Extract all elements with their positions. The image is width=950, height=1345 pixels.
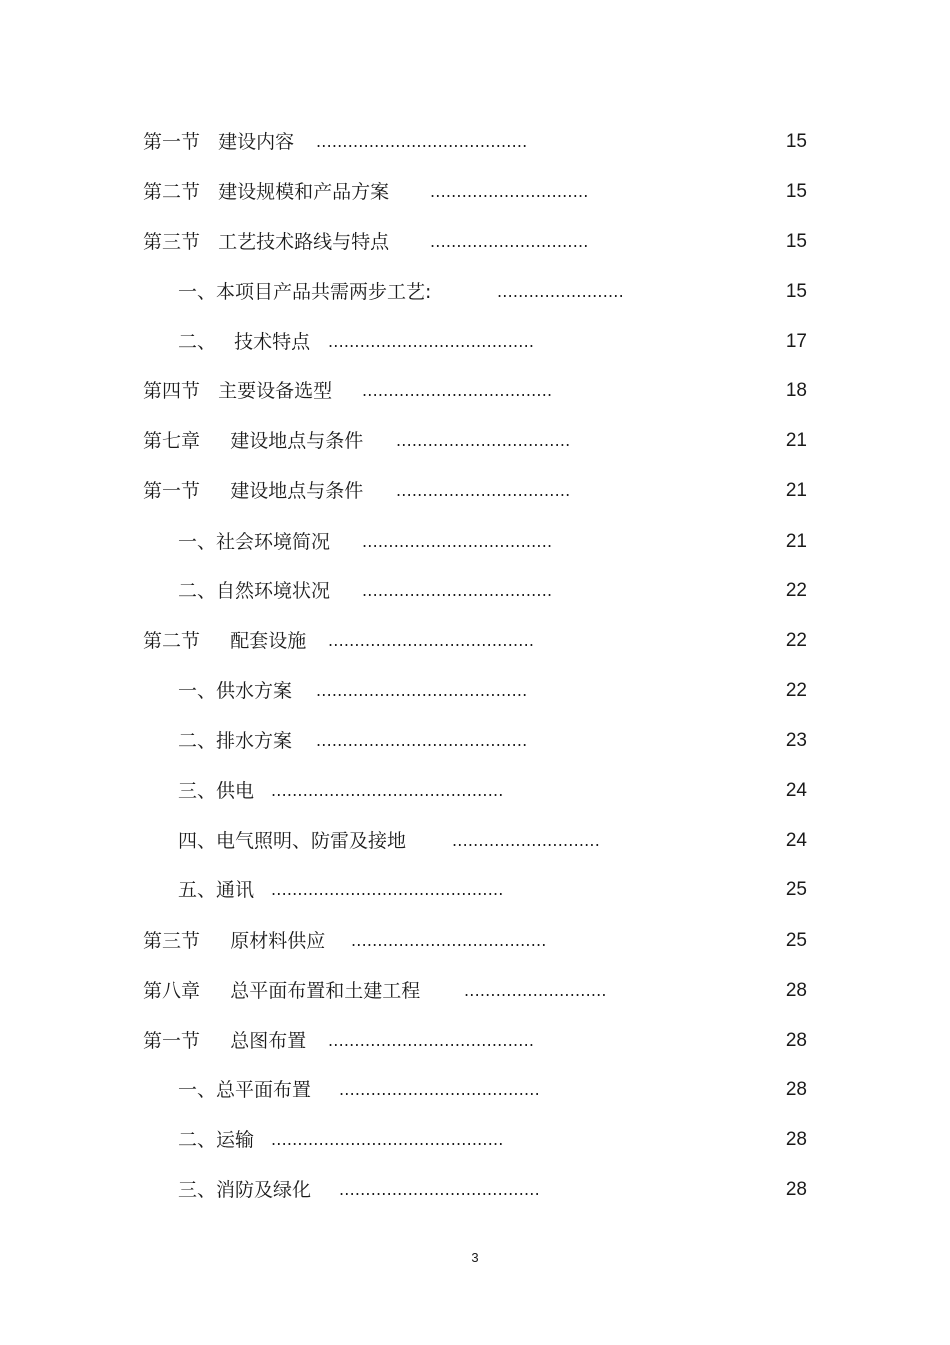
toc-entry-label: 一、供水方案 [178, 680, 293, 702]
toc-entry[interactable] [0, 626, 950, 656]
toc-page-number: 24 [785, 830, 807, 851]
toc-leader-dots: .............................. [430, 232, 589, 251]
toc-entry[interactable] [0, 826, 950, 856]
toc-page-number: 25 [785, 930, 807, 951]
toc-leader-dots: ........................................ [316, 731, 528, 750]
toc-entry-label: 第三节 原材料供应 [143, 930, 326, 952]
toc-entry-label: 三、消防及绿化 [178, 1179, 312, 1201]
toc-entry[interactable] [0, 127, 950, 157]
toc-page-number: 22 [785, 680, 807, 701]
toc-leader-dots: ........................................ [316, 681, 528, 700]
toc-entry-label: 二、 技术特点 [178, 331, 311, 353]
toc-entry[interactable] [0, 726, 950, 756]
toc-leader-dots: ........................... [464, 981, 607, 1000]
toc-leader-dots: ............................................ [271, 1130, 504, 1149]
toc-leader-dots: ....................................... [328, 332, 535, 351]
toc-entry[interactable] [0, 776, 950, 806]
toc-page-number: 18 [785, 380, 807, 401]
toc-leader-dots: .................................... [362, 532, 553, 551]
toc-entry[interactable] [0, 976, 950, 1006]
toc-entry-label: 第一节 建设地点与条件 [143, 480, 364, 502]
toc-page-number: 21 [785, 430, 807, 451]
toc-entry-label: 一、本项目产品共需两步工艺: [178, 281, 432, 303]
toc-leader-dots: .................................... [362, 381, 553, 400]
toc-entry[interactable] [0, 376, 950, 406]
toc-leader-dots: .............................. [430, 182, 589, 201]
toc-entry-label: 二、自然环境状况 [178, 580, 331, 602]
toc-page-number: 15 [785, 281, 807, 302]
toc-entry[interactable] [0, 576, 950, 606]
toc-page-number: 15 [785, 181, 807, 202]
toc-entry-label: 第四节 主要设备选型 [143, 380, 333, 402]
toc-entry[interactable] [0, 1026, 950, 1056]
toc-page-number: 24 [785, 780, 807, 801]
toc-page-number: 22 [785, 630, 807, 651]
toc-entry[interactable] [0, 875, 950, 905]
toc-leader-dots: ....................................... [328, 1031, 535, 1050]
toc-entry-label: 第三节 工艺技术路线与特点 [143, 231, 390, 253]
toc-entry[interactable] [0, 527, 950, 557]
toc-entry-label: 五、通讯 [178, 879, 255, 901]
toc-entry[interactable] [0, 926, 950, 956]
toc-page-number: 22 [785, 580, 807, 601]
toc-page-number: 15 [785, 131, 807, 152]
toc-leader-dots: ...................................... [339, 1080, 540, 1099]
toc-entry[interactable] [0, 177, 950, 207]
toc-entry-label: 三、供电 [178, 780, 255, 802]
toc-entry[interactable] [0, 426, 950, 456]
toc-page-number: 28 [785, 1179, 807, 1200]
toc-page-number: 28 [785, 1030, 807, 1051]
toc-entry[interactable] [0, 676, 950, 706]
toc-leader-dots: ................................. [396, 431, 571, 450]
toc-entry-label: 二、运输 [178, 1129, 255, 1151]
toc-leader-dots: .................................... [362, 581, 553, 600]
toc-entry[interactable] [0, 327, 950, 357]
toc-entry[interactable] [0, 476, 950, 506]
toc-page-number: 21 [785, 480, 807, 501]
toc-page-number: 28 [785, 1079, 807, 1100]
toc-entry-label: 第二节 配套设施 [143, 630, 307, 652]
toc-entry-label: 一、总平面布置 [178, 1079, 312, 1101]
toc-entry-label: 第七章 建设地点与条件 [143, 430, 364, 452]
toc-entry-label: 四、电气照明、防雷及接地 [178, 830, 407, 852]
toc-entry-label: 第一节 总图布置 [143, 1030, 307, 1052]
toc-entry[interactable] [0, 227, 950, 257]
toc-entry[interactable] [0, 1125, 950, 1155]
toc-page-number: 21 [785, 531, 807, 552]
toc-leader-dots: ....................................... [328, 631, 535, 650]
toc-page-number: 15 [785, 231, 807, 252]
toc-page-number: 23 [785, 730, 807, 751]
toc-page-number: 28 [785, 1129, 807, 1150]
toc-entry[interactable] [0, 1175, 950, 1205]
toc-entry-label: 二、排水方案 [178, 730, 293, 752]
toc-leader-dots: ............................................ [271, 880, 504, 899]
toc-page-number: 17 [785, 331, 807, 352]
toc-leader-dots: ..................................... [351, 931, 547, 950]
toc-leader-dots: ............................................ [271, 781, 504, 800]
toc-leader-dots: ............................ [452, 831, 601, 850]
toc-entry[interactable] [0, 277, 950, 307]
toc-leader-dots: ........................ [497, 282, 624, 301]
toc-entry-label: 第一节 建设内容 [143, 131, 295, 153]
toc-page-number: 25 [785, 879, 807, 900]
toc-page-number: 28 [785, 980, 807, 1001]
toc-entry[interactable] [0, 1075, 950, 1105]
page-number-footer: 3 [471, 1250, 479, 1265]
toc-entry-label: 第二节 建设规模和产品方案 [143, 181, 390, 203]
toc-leader-dots: ...................................... [339, 1180, 540, 1199]
toc-entry-label: 第八章 总平面布置和土建工程 [143, 980, 421, 1002]
toc-entry-label: 一、社会环境简况 [178, 531, 331, 553]
toc-leader-dots: ................................. [396, 481, 571, 500]
toc-leader-dots: ........................................ [316, 132, 528, 151]
